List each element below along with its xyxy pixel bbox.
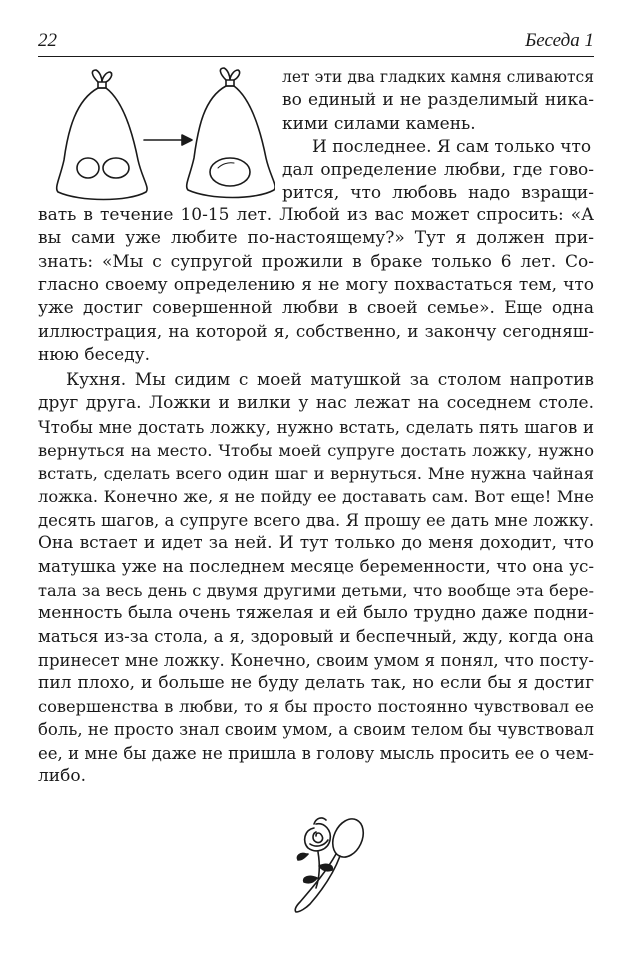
text-line: во единый и не разделимый ника- [282, 90, 594, 111]
text-line: десять шагов, а супруге всего два. Я прошу ее дать мне ложку. [38, 510, 594, 530]
text-line: матушка уже на последнем месяце беременности, что она ус- [38, 556, 594, 577]
text-line: вать в течение 10-15 лет. Любой из вас может спросить: «А [38, 205, 594, 225]
text-line: вы сами уже любите по-настоящему?» Тут я должен при- [38, 228, 594, 249]
text-line: Она встает и идет за ней. И тут только до меня доходит, что [38, 533, 594, 554]
text-line: встать, сделать всего один шаг и вернуться. Мне нужна чайная [38, 464, 594, 484]
text-line: принесет мне ложку. Конечно, своим умом я понял, что посту- [38, 650, 594, 670]
text-line: кими силами камень. [282, 113, 476, 134]
text-line: тала за весь день с двумя другими детьми, что вообще эта бере- [38, 580, 594, 600]
text-line: рится, что любовь надо взращи- [282, 183, 594, 204]
text-line: гласно своему определению я не могу похвастаться тем, что [38, 274, 594, 295]
text-line: друг друга. Ложки и вилки у нас лежат на соседнем столе. [38, 393, 594, 414]
page-number: 22 [38, 30, 57, 51]
rose-and-spoon-ornament [286, 808, 376, 918]
text-line: дал определение любви, где гово- [282, 160, 594, 181]
text-line: иллюстрация, на которой я, собственно, и закончу сегодняш- [38, 321, 594, 342]
text-line: ее, и мне бы даже не пришла в голову мысль просить ее о чем- [38, 743, 594, 763]
text-line: вернуться на место. Чтобы моей супруге достать ложку, нужно [38, 440, 594, 460]
text-line: И последнее. Я сам только что [312, 136, 592, 157]
two-bags-with-stones-illustration [40, 60, 275, 210]
chapter-title: Беседа 1 [525, 30, 594, 51]
text-line: Кухня. Мы сидим с моей матушкой за столом напротив [66, 370, 594, 390]
text-line: Чтобы мне достать ложку, нужно встать, сделать пять шагов и [38, 417, 594, 437]
text-line: боль, не просто знал своим умом, а своим телом бы чувствовал [38, 720, 594, 740]
text-line: уже достиг совершенной любви в своей семье». Еще одна [38, 298, 594, 319]
text-line: пил плохо, и больше не буду делать так, но если бы я достиг [38, 672, 594, 693]
running-header [38, 30, 594, 57]
text-line: ложка. Конечно же, я не пойду ее доставать сам. Вот еще! Мне [38, 487, 594, 507]
text-line: совершенства в любви, то я бы просто постоянно чувствовал ее [38, 697, 594, 717]
wrapped-paragraph [282, 66, 594, 206]
text-line: лет эти два гладких камня сливаются [282, 68, 594, 86]
text-line: менность была очень тяжелая и ей было трудно даже подни- [38, 602, 594, 623]
text-line: маться из-за стола, а я, здоровый и беспечный, жду, когда она [38, 627, 594, 647]
paragraph-continuation [38, 204, 594, 367]
text-line: нюю беседу. [38, 344, 151, 365]
kitchen-paragraph [38, 369, 594, 788]
text-line: либо. [38, 766, 87, 787]
text-line: знать: «Мы с супругой прожили в браке только 6 лет. Со- [38, 251, 594, 272]
